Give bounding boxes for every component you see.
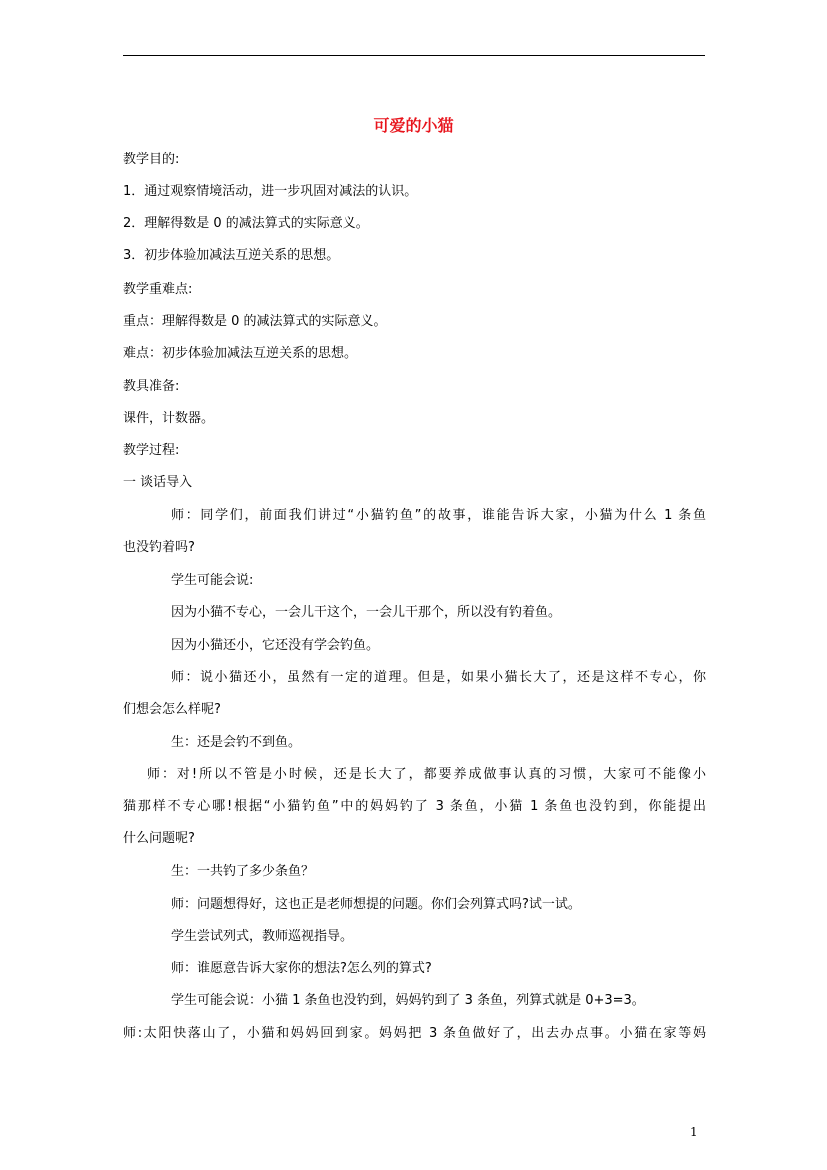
- paragraph: 教学过程:: [123, 443, 180, 458]
- document-title: 可爱的小猫: [373, 116, 454, 135]
- paragraph: 因为小猫不专心，一会儿干这个，一会儿干那个，所以没有钓着鱼。: [171, 605, 562, 620]
- paragraph-continuation: 也没钓着吗?: [123, 540, 195, 555]
- paragraph: 学生可能会说:: [171, 573, 254, 588]
- paragraph: 生：还是会钓不到鱼。: [171, 735, 302, 750]
- paragraph-continuation: 猫那样不专心哪!根据“小猫钓鱼”中的妈妈钓了 3 条鱼，小猫 1 条鱼也没钓到，你能提出: [123, 799, 706, 814]
- paragraph: 难点：初步体验加减法互逆关系的思想。: [123, 346, 358, 361]
- paragraph: 师：谁愿意告诉大家你的想法?怎么列的算式?: [171, 961, 432, 976]
- paragraph: 教学目的:: [123, 152, 180, 167]
- paragraph: 学生可能会说：小猫 1 条鱼也没钓到，妈妈钓到了 3 条鱼，列算式就是 0+3=3。: [171, 993, 645, 1008]
- paragraph: 教学重难点:: [123, 282, 193, 297]
- paragraph: 教具准备:: [123, 379, 180, 394]
- paragraph-continuation: 们想会怎么样呢?: [123, 702, 221, 717]
- paragraph: 学生尝试列式，教师巡视指导。: [171, 929, 354, 944]
- paragraph: 重点：理解得数是 0 的减法算式的实际意义。: [123, 314, 387, 329]
- paragraph: 师：问题想得好，这也正是老师想提的问题。你们会列算式吗?试一试。: [171, 897, 581, 912]
- paragraph: 2．理解得数是 0 的减法算式的实际意义。: [123, 216, 369, 231]
- paragraph: 师:太阳快落山了，小猫和妈妈回到家。妈妈把 3 条鱼做好了，出去办点事。小猫在家等妈: [123, 1026, 706, 1041]
- section-heading: 一 谈话导入: [123, 475, 193, 490]
- paragraph: 因为小猫还小，它还没有学会钓鱼。: [171, 638, 380, 653]
- paragraph: 师：对!所以不管是小时候，还是长大了，都要养成做事认真的习惯，大家可不能像小: [147, 767, 706, 782]
- page-number: 1: [690, 1125, 698, 1139]
- paragraph: 课件，计数器。: [123, 411, 215, 426]
- paragraph: 生：一共钓了多少条鱼？: [171, 864, 315, 879]
- paragraph: 3．初步体验加减法互逆关系的思想。: [123, 248, 340, 263]
- paragraph: 1．通过观察情境活动，进一步巩固对减法的认识。: [123, 184, 418, 199]
- paragraph: 师：说小猫还小，虽然有一定的道理。但是，如果小猫长大了，还是这样不专心，你: [171, 670, 706, 685]
- paragraph: 师：同学们，前面我们讲过“小猫钓鱼”的故事，谁能告诉大家，小猫为什么 1 条鱼: [171, 508, 706, 523]
- header-rule: [123, 55, 705, 56]
- paragraph-continuation: 什么问题呢?: [123, 831, 195, 846]
